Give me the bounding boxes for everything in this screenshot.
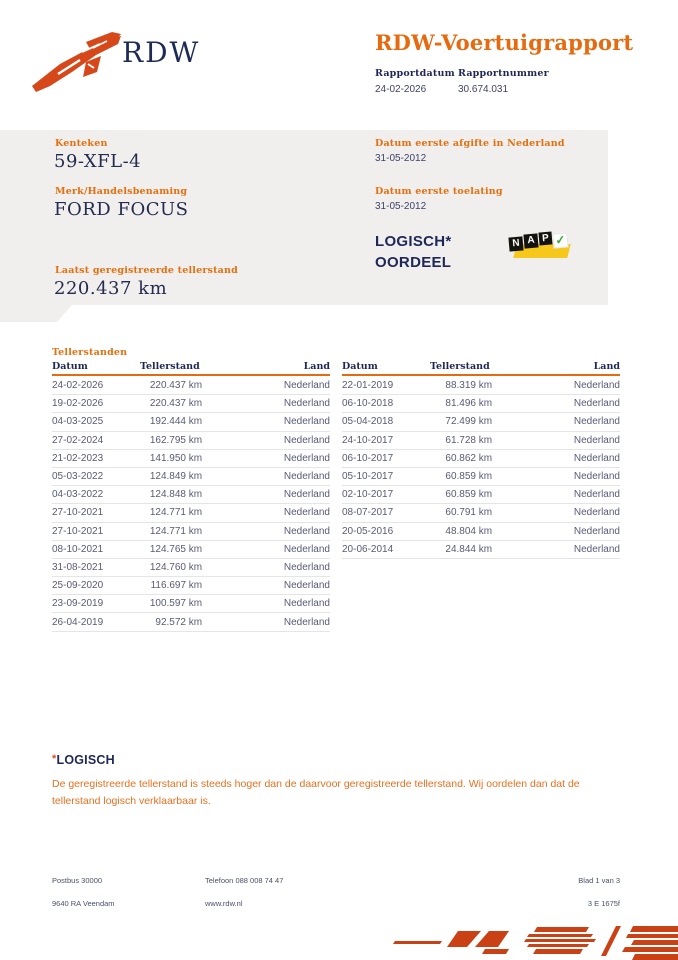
table-row <box>52 377 330 395</box>
document-title: RDW-Voertuigrapport <box>375 30 634 55</box>
cell-tellerstand: 72.499 km <box>445 416 493 428</box>
cell-tellerstand: 100.597 km <box>149 598 203 610</box>
table-row <box>342 377 620 395</box>
cell-tellerstand: 124.849 km <box>149 471 203 483</box>
table-header-row <box>342 361 620 376</box>
cell-datum: 20-06-2014 <box>342 543 394 555</box>
cell-land: Nederland <box>573 525 620 537</box>
laatste-tellerstand-label: Laatst geregistreerde tellerstand <box>55 265 238 276</box>
cell-datum: 31-08-2021 <box>52 561 104 573</box>
cell-datum: 21-02-2023 <box>52 452 104 464</box>
cell-datum: 25-09-2020 <box>52 580 104 592</box>
table-row <box>342 432 620 450</box>
cell-datum: 02-10-2017 <box>342 489 394 501</box>
cell-land: Nederland <box>283 398 330 410</box>
cell-tellerstand: 60.859 km <box>445 471 493 483</box>
cell-tellerstand: 92.572 km <box>155 616 203 628</box>
nap-logo <box>508 231 574 265</box>
table-row <box>52 613 330 631</box>
cell-datum: 04-03-2022 <box>52 489 104 501</box>
cell-tellerstand: 116.697 km <box>150 580 203 592</box>
cell-land: Nederland <box>283 616 330 628</box>
nap-letter-p: P <box>538 231 552 245</box>
cell-tellerstand: 48.804 km <box>445 525 493 537</box>
cell-tellerstand: 81.496 km <box>445 398 493 410</box>
rdw-wordmark: RDW <box>122 36 201 69</box>
report-number-label: Rapportnummer <box>458 68 549 79</box>
cell-land: Nederland <box>573 489 620 501</box>
cell-land: Nederland <box>283 580 330 592</box>
table-row <box>342 504 620 522</box>
footer-phone: Telefoon 088 008 74 47 <box>205 876 284 885</box>
col-header-datum: Datum <box>52 361 88 372</box>
table-row <box>342 468 620 486</box>
cell-land: Nederland <box>283 525 330 537</box>
cell-tellerstand: 88.319 km <box>445 380 493 392</box>
rdw-wing-logo-icon <box>30 22 122 96</box>
cell-land: Nederland <box>283 489 330 501</box>
cell-tellerstand: 192.444 km <box>149 416 203 428</box>
laatste-tellerstand-value: 220.437 km <box>54 278 168 299</box>
table-row <box>52 523 330 541</box>
eerste-toelating-value: 31-05-2012 <box>375 201 427 212</box>
tellerstanden-table-right <box>342 361 620 559</box>
table-row <box>342 450 620 468</box>
cell-tellerstand: 162.795 km <box>149 434 203 446</box>
table-row <box>52 468 330 486</box>
cell-land: Nederland <box>283 380 330 392</box>
table-row <box>52 595 330 613</box>
cell-land: Nederland <box>283 452 330 464</box>
cell-datum: 20-05-2016 <box>342 525 394 537</box>
footer-address-line2: 9640 RA Veendam <box>52 899 115 908</box>
table-row <box>52 432 330 450</box>
logisch-note-body: De geregistreerde tellerstand is steeds hoger dan de daarvoor geregistreerde tellerstand. Wij oordelen dan dat de tellerstand logisch verklaarbaar is. <box>52 778 580 807</box>
cell-land: Nederland <box>283 471 330 483</box>
cell-datum: 27-02-2024 <box>52 434 104 446</box>
cell-land: Nederland <box>283 561 330 573</box>
cell-datum: 08-10-2021 <box>52 543 104 555</box>
cell-datum: 06-10-2018 <box>342 398 394 410</box>
asterisk: * <box>52 753 57 765</box>
logisch-note-title-text: LOGISCH <box>56 753 115 767</box>
rdw-speed-pattern-graphic <box>385 924 678 960</box>
table-row <box>52 541 330 559</box>
eerste-afgifte-label: Datum eerste afgifte in Nederland <box>375 138 565 149</box>
table-row <box>342 395 620 413</box>
cell-land: Nederland <box>573 416 620 428</box>
table-row <box>52 395 330 413</box>
cell-datum: 08-07-2017 <box>342 507 394 519</box>
table-row <box>52 486 330 504</box>
report-date-label: Rapportdatum <box>375 68 455 79</box>
footer-website[interactable]: www.rdw.nl <box>205 899 243 908</box>
table-row <box>52 413 330 431</box>
oordeel-text <box>375 231 452 273</box>
cell-land: Nederland <box>573 452 620 464</box>
cell-tellerstand: 141.950 km <box>149 452 203 464</box>
cell-datum: 27-10-2021 <box>52 507 104 519</box>
oordeel-line2: OORDEEL <box>375 254 452 271</box>
tellerstanden-table-left <box>52 361 330 632</box>
cell-datum: 05-04-2018 <box>342 416 394 428</box>
col-header-datum: Datum <box>342 361 378 372</box>
col-header-tellerstand: Tellerstand <box>140 361 200 372</box>
nap-letter-a: A <box>523 233 538 248</box>
merk-value: FORD FOCUS <box>54 199 189 220</box>
cell-land: Nederland <box>283 434 330 446</box>
table-row <box>52 559 330 577</box>
nap-checkmark-icon: ✓ <box>552 232 568 248</box>
table-row <box>342 413 620 431</box>
kenteken-value: 59-XFL-4 <box>54 151 142 172</box>
cell-tellerstand: 60.862 km <box>445 452 493 464</box>
cell-tellerstand: 220.437 km <box>149 398 203 410</box>
table-row <box>342 486 620 504</box>
cell-datum: 19-02-2026 <box>52 398 104 410</box>
footer-form-code: 3 E 1675f <box>587 899 620 908</box>
cell-land: Nederland <box>283 416 330 428</box>
cell-land: Nederland <box>573 434 620 446</box>
cell-datum: 24-02-2026 <box>52 380 104 392</box>
cell-land: Nederland <box>573 543 620 555</box>
cell-tellerstand: 124.771 km <box>149 507 203 519</box>
cell-land: Nederland <box>573 471 620 483</box>
table-row <box>52 504 330 522</box>
oordeel-line1: LOGISCH* <box>375 233 452 250</box>
cell-tellerstand: 124.765 km <box>149 543 203 555</box>
cell-tellerstand: 24.844 km <box>445 543 493 555</box>
cell-tellerstand: 60.791 km <box>445 507 493 519</box>
table-row <box>342 541 620 559</box>
footer-page-number: Blad 1 van 3 <box>578 876 620 885</box>
cell-tellerstand: 61.728 km <box>445 434 493 446</box>
col-header-land: Land <box>303 361 330 372</box>
cell-datum: 27-10-2021 <box>52 525 104 537</box>
eerste-toelating-label: Datum eerste toelating <box>375 186 503 197</box>
table-row <box>342 523 620 541</box>
cell-tellerstand: 124.848 km <box>149 489 203 501</box>
cell-land: Nederland <box>283 543 330 555</box>
col-header-land: Land <box>593 361 620 372</box>
cell-datum: 26-04-2019 <box>52 616 104 628</box>
eerste-afgifte-value: 31-05-2012 <box>375 153 427 164</box>
tellerstanden-heading: Tellerstanden <box>52 347 128 358</box>
cell-datum: 23-09-2019 <box>52 598 104 610</box>
cell-land: Nederland <box>573 380 620 392</box>
cell-land: Nederland <box>283 598 330 610</box>
table-body <box>342 377 620 559</box>
cell-land: Nederland <box>573 398 620 410</box>
merk-label: Merk/Handelsbenaming <box>55 186 188 197</box>
report-number-value: 30.674.031 <box>458 84 509 95</box>
report-date-value: 24-02-2026 <box>375 84 427 95</box>
cell-datum: 06-10-2017 <box>342 452 394 464</box>
cell-datum: 04-03-2025 <box>52 416 104 428</box>
cell-datum: 24-10-2017 <box>342 434 394 446</box>
cell-tellerstand: 124.771 km <box>149 525 203 537</box>
logisch-note-title <box>52 753 115 767</box>
table-row <box>52 577 330 595</box>
table-body <box>52 377 330 632</box>
cell-datum: 05-10-2017 <box>342 471 394 483</box>
cell-datum: 05-03-2022 <box>52 471 104 483</box>
table-row <box>52 450 330 468</box>
table-header-row <box>52 361 330 376</box>
cell-land: Nederland <box>573 507 620 519</box>
col-header-tellerstand: Tellerstand <box>430 361 490 372</box>
cell-datum: 22-01-2019 <box>342 380 394 392</box>
cell-land: Nederland <box>283 507 330 519</box>
cell-tellerstand: 60.859 km <box>445 489 493 501</box>
kenteken-label: Kenteken <box>55 138 108 149</box>
nap-letter-n: N <box>508 236 523 251</box>
footer-address-line1: Postbus 30000 <box>52 876 103 885</box>
cell-tellerstand: 124.760 km <box>149 561 203 573</box>
cell-tellerstand: 220.437 km <box>149 380 203 392</box>
